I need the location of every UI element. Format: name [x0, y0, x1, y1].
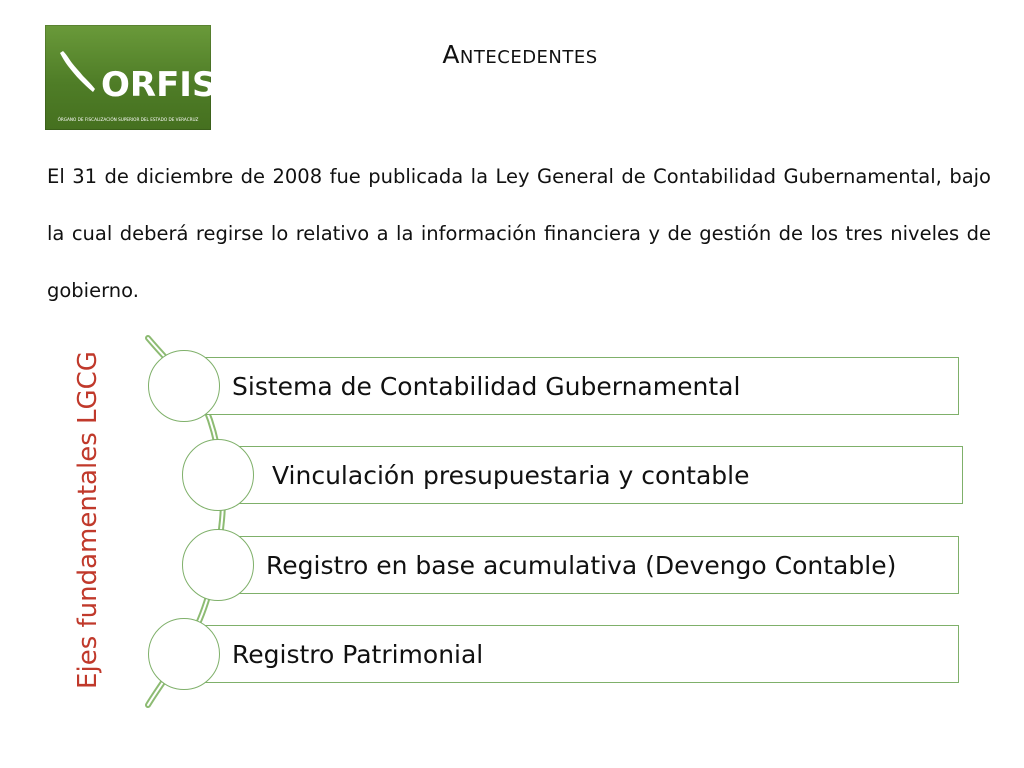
axis-item-2: [218, 446, 963, 504]
side-label: Ejes fundamentales LGCG: [73, 351, 103, 689]
axis-item-label: Vinculación presupuestaria y contable: [272, 460, 750, 490]
axis-item-3: [218, 536, 959, 594]
axis-item-2-circle: [182, 439, 254, 511]
intro-paragraph: El 31 de diciembre de 2008 fue publicada la Ley General de Contabilidad Gubernamental, bajo la cual deberá regirse lo relativo a la información financiera y de gestión de los tres niveles de gobierno.: [47, 165, 991, 302]
logo-subtitle: ÓRGANO DE FISCALIZACIÓN SUPERIOR DEL ESTADO DE VERACRUZ: [57, 117, 199, 122]
axis-item-label: Sistema de Contabilidad Gubernamental: [232, 371, 741, 401]
page-title: Antecedentes: [442, 40, 598, 69]
axis-item-1: [184, 357, 959, 415]
axis-item-3-circle: [182, 529, 254, 601]
axis-item-4-circle: [148, 618, 220, 690]
axis-item-4: [184, 625, 959, 683]
axis-item-label: Registro Patrimonial: [232, 639, 484, 669]
logo-text: ORFIS: [101, 65, 217, 105]
axis-item-label: Registro en base acumulativa (Devengo Contable): [266, 550, 897, 580]
axis-item-1-circle: [148, 350, 220, 422]
